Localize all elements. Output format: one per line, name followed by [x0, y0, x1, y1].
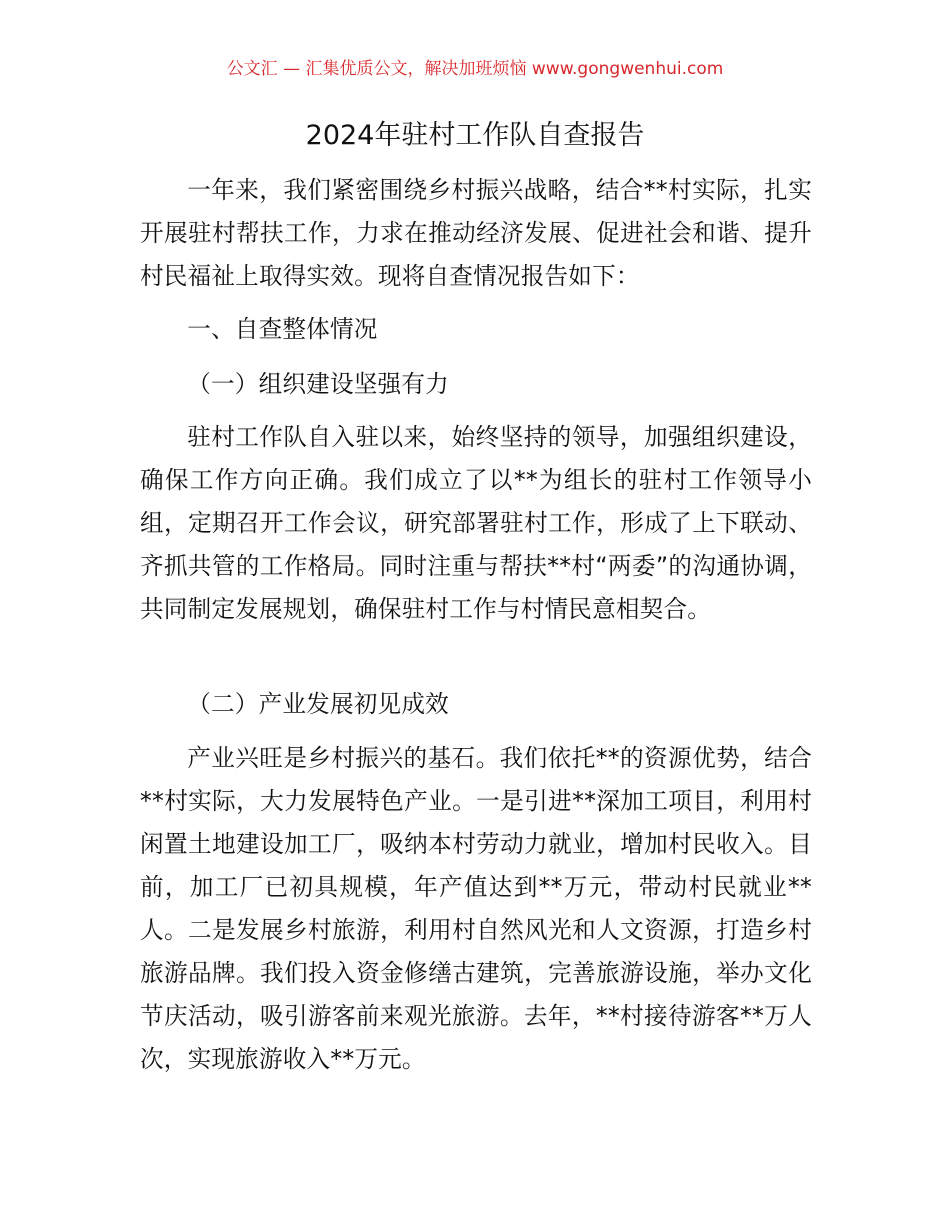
subsection-2-body-block	[140, 737, 812, 1081]
subsection-1-heading-block	[140, 363, 812, 406]
intro-paragraph: 一年来，我们紧密围绕乡村振兴战略，结合**村实际，扎实开展驻村帮扶工作，力求在推动经济发展、促进社会和谐、提升村民福祉上取得实效。现将自查情况报告如下：	[140, 176, 812, 290]
intro-block	[140, 169, 812, 298]
section-1-block	[140, 308, 812, 351]
subsection-heading: （一）组织建设坚强有力	[187, 370, 449, 398]
document-title: 2024年驻村工作队自查报告	[305, 120, 645, 151]
subsection-paragraph: 产业兴旺是乡村振兴的基石。我们依托**的资源优势，结合**村实际，大力发展特色产业。一是引进**深加工项目，利用村闲置土地建设加工厂，吸纳本村劳动力就业，增加村民收入。目前，加工厂已初具规模，年产值达到**万元，带动村民就业**人。二是发展乡村旅游，利用村自然风光和人文资源，打造乡村旅游品牌。我们投入资金修缮古建筑，完善旅游设施，举办文化节庆活动，吸引游客前来观光旅游。去年，**村接待游客**万人次，实现旅游收入**万元。	[140, 744, 812, 1073]
subsection-2-heading-block	[140, 683, 812, 726]
subsection-paragraph: 驻村工作队自入驻以来，始终坚持的领导，加强组织建设，确保工作方向正确。我们成立了以**为组长的驻村工作领导小组，定期召开工作会议，研究部署驻村工作，形成了上下联动、齐抓共管的工作格局。同时注重与帮扶**村“两委”的沟通协调，共同制定发展规划，确保驻村工作与村情民意相契合。	[140, 423, 812, 623]
site-banner: 公文汇 — 汇集优质公文，解决加班烦恼 www.gongwenhui.com	[226, 59, 724, 79]
section-heading: 一、自查整体情况	[187, 315, 378, 343]
subsection-1-body-block	[140, 416, 812, 631]
subsection-heading: （二）产业发展初见成效	[187, 690, 449, 718]
